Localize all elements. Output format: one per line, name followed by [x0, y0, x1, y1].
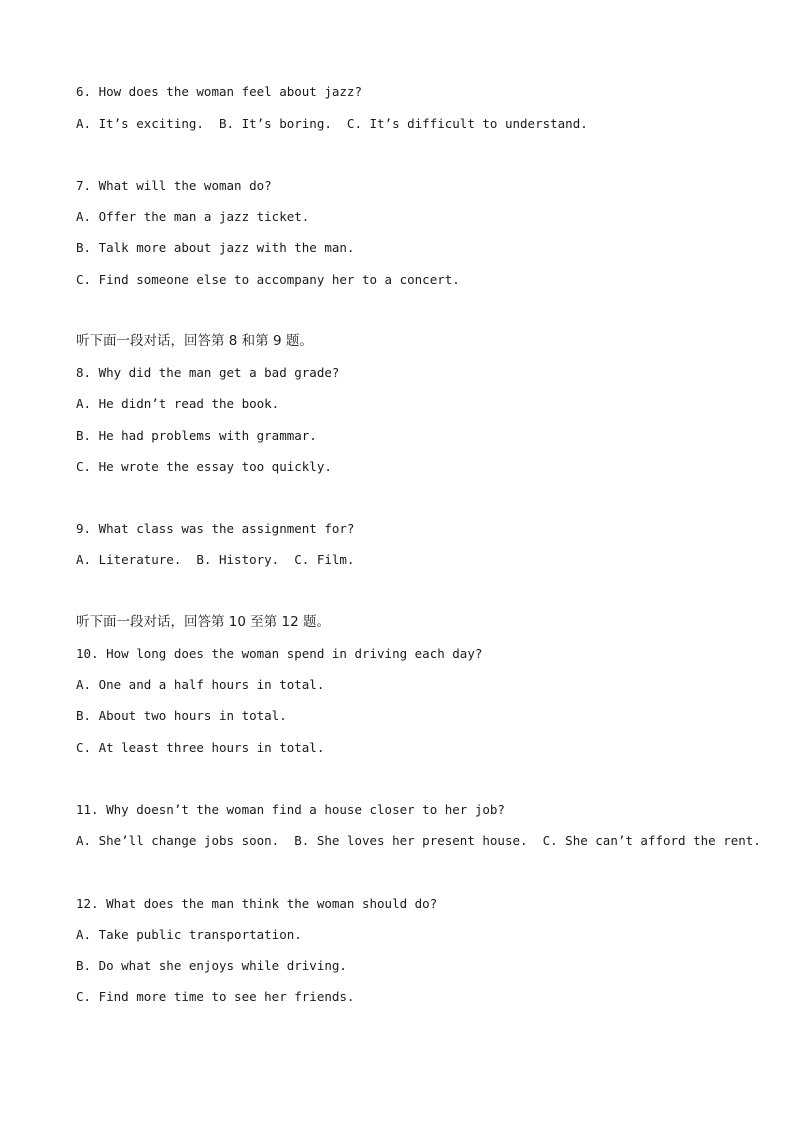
question-9-stem: 9. What class was the assignment for?	[76, 521, 355, 536]
question-12-stem: 12. What does the man think the woman should do?	[76, 896, 438, 911]
question-12-option-c: C. Find more time to see her friends.	[76, 989, 355, 1004]
question-11-stem: 11. Why doesn’t the woman find a house closer to her job?	[76, 802, 505, 817]
question-10-stem: 10. How long does the woman spend in driving each day?	[76, 646, 483, 661]
question-7-stem: 7. What will the woman do?	[76, 178, 272, 193]
section-instruction-10-12: 听下面一段对话，回答第 10 至第 12 题。	[76, 614, 331, 630]
question-6-options: A. It’s exciting. B. It’s boring. C. It’s difficult to understand.	[76, 116, 588, 131]
question-8-option-c: C. He wrote the essay too quickly.	[76, 459, 332, 474]
section-instruction-8-9: 听下面一段对话，回答第 8 和第 9 题。	[76, 333, 313, 349]
question-12-option-b: B. Do what she enjoys while driving.	[76, 958, 347, 973]
question-8-option-a: A. He didn’t read the book.	[76, 396, 280, 411]
question-10-option-a: A. One and a half hours in total.	[76, 677, 325, 692]
question-6-stem: 6. How does the woman feel about jazz?	[76, 84, 362, 99]
question-9-options: A. Literature. B. History. C. Film.	[76, 552, 355, 567]
question-7-option-b: B. Talk more about jazz with the man.	[76, 240, 355, 255]
question-10-option-c: C. At least three hours in total.	[76, 740, 325, 755]
question-12-option-a: A. Take public transportation.	[76, 927, 302, 942]
question-11-options: A. She’ll change jobs soon. B. She loves her present house. C. She can’t afford the rent.	[76, 833, 761, 848]
question-8-option-b: B. He had problems with grammar.	[76, 428, 317, 443]
question-7-option-a: A. Offer the man a jazz ticket.	[76, 209, 310, 224]
question-7-option-c: C. Find someone else to accompany her to a concert.	[76, 272, 460, 287]
question-8-stem: 8. Why did the man get a bad grade?	[76, 365, 340, 380]
question-10-option-b: B. About two hours in total.	[76, 708, 287, 723]
